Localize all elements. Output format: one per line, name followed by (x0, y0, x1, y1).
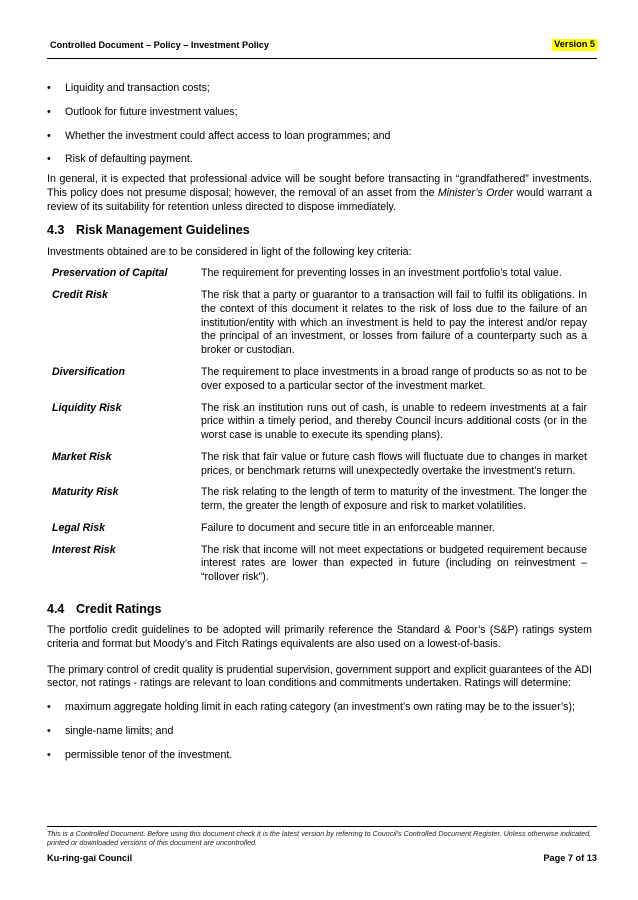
section-title: Risk Management Guidelines (76, 223, 250, 238)
list-item-text: permissible tenor of the investment. (65, 748, 233, 761)
list-item (47, 153, 592, 167)
criteria-definition: The risk that income will not meet expectations or budgeted requirement because interest rates are lower than expected in future (including on reinvestment – “rollover risk”). (201, 543, 587, 584)
list-item-text: maximum aggregate holding limit in each rating category (an investment’s own rating may be to the issuer’s); (65, 701, 575, 714)
table-row (47, 366, 592, 402)
list-item-text: Risk of defaulting payment. (65, 153, 193, 166)
ministers-order-term: Minister’s Order (437, 186, 514, 199)
table-row (47, 402, 592, 451)
criteria-definition: The risk that fair value or future cash flows will fluctuate due to changes in market prices, or benchmark returns will unexpectedly overtake the investment’s return. (201, 450, 587, 477)
general-advice-paragraph (47, 173, 592, 214)
section-heading-risk-management (47, 222, 592, 238)
list-item-text: Outlook for future investment values; (65, 105, 238, 118)
bullet-icon: • (47, 105, 51, 118)
criteria-term: Legal Risk (52, 521, 105, 534)
table-row (47, 522, 592, 544)
criteria-term: Market Risk (52, 450, 112, 463)
list-item (47, 130, 592, 144)
bullet-icon: • (47, 129, 51, 142)
list-item (47, 749, 592, 763)
paragraph-text: would warrant a review of its suitability for retention unless directed to dispose immediately. (47, 186, 592, 213)
ratings-determine-list (47, 701, 592, 762)
bullet-icon: • (47, 748, 51, 761)
table-row (47, 486, 592, 522)
section-number: 4.3 (47, 223, 65, 238)
bullet-icon: • (47, 82, 51, 94)
criteria-term: Credit Risk (52, 289, 108, 302)
section-title: Credit Ratings (76, 601, 162, 616)
header-title: Controlled Document – Policy – Investment Policy (50, 40, 270, 50)
criteria-term: Interest Risk (52, 543, 116, 556)
criteria-definition: The requirement for preventing losses in an investment portfolio’s total value. (201, 267, 562, 280)
organisation-name: Ku-ring-gai Council (47, 853, 133, 863)
criteria-term: Preservation of Capital (52, 267, 168, 280)
criteria-intro: Investments obtained are to be considered in light of the following key criteria: (47, 245, 412, 258)
criteria-term: Diversification (52, 365, 126, 378)
footer-divider (47, 826, 597, 827)
considerations-list (47, 82, 592, 167)
document-body (47, 82, 592, 773)
bullet-icon: • (47, 701, 51, 714)
page-number: Page 7 of 13 (543, 853, 597, 863)
criteria-term: Maturity Risk (52, 486, 119, 499)
table-row (47, 544, 592, 593)
list-item (47, 82, 592, 96)
paragraph-text: In general, it is expected that professional advice will be sought before transacting in “grandfathered” investments. This policy does not presume disposal; however, the removal of an asset from the (47, 173, 592, 199)
criteria-term: Liquidity Risk (52, 401, 122, 414)
criteria-definition: The risk that a party or guarantor to a transaction will fail to fulfil its obligations. In the context of this document it relates to the risk of loss due to the failure of an institution/entity with which an investment is held to pay the interest and/or repay the principal of an investment, or losses from failure of a counterparty such as a broker or custodian. (201, 289, 587, 357)
bullet-icon: • (47, 153, 51, 166)
criteria-definition: The risk relating to the length of term to maturity of the investment. The longer the term, the greater the length of exposure and risk to market volatilities. (201, 486, 587, 513)
list-item-text: single-name limits; and (65, 725, 174, 737)
credit-guidelines-paragraph: The portfolio credit guidelines to be adopted will primarily reference the Standard & Poor’s (S&P) ratings system criteria and format but Moody’s and Fitch Ratings equivalents are also used on a lowest-of-basis. (47, 624, 592, 650)
criteria-definition: The risk an institution runs out of cash, is unable to redeem investments at a fair price within a timely period, and thereby Council incurs additional costs (or in the worst case is unable to execute its spending plans). (201, 401, 587, 442)
header-divider (47, 58, 597, 59)
section-heading-credit-ratings (47, 601, 592, 617)
risk-criteria-table (47, 267, 592, 593)
list-item-text: Liquidity and transaction costs; (65, 82, 210, 94)
list-item (47, 701, 592, 715)
table-row (47, 451, 592, 487)
controlled-document-notice: This is a Controlled Document. Before using this document check it is the latest version by referring to Council’s Controlled Document Register. Unless otherwise indicated, printed or downloaded versions of this document are uncontrolled. (47, 829, 592, 848)
list-item (47, 106, 592, 120)
list-item-text: Whether the investment could affect access to loan programmes; and (65, 129, 391, 142)
section-number: 4.4 (47, 601, 65, 616)
table-row (47, 289, 592, 366)
version-badge: Version 5 (554, 39, 595, 49)
page-header (47, 39, 597, 55)
list-item (47, 725, 592, 739)
criteria-definition: Failure to document and secure title in an enforceable manner. (201, 521, 495, 534)
table-row (47, 267, 592, 289)
bullet-icon: • (47, 725, 51, 737)
credit-quality-paragraph: The primary control of credit quality is prudential supervision, government support and explicit guarantees of the ADI sector, not ratings - ratings are relevant to loan conditions and commitments undertaken. Ratings will determine: (47, 663, 592, 690)
criteria-definition: The requirement to place investments in a broad range of products so as not to be over exposed to a particular sector of the investment market. (201, 365, 587, 392)
